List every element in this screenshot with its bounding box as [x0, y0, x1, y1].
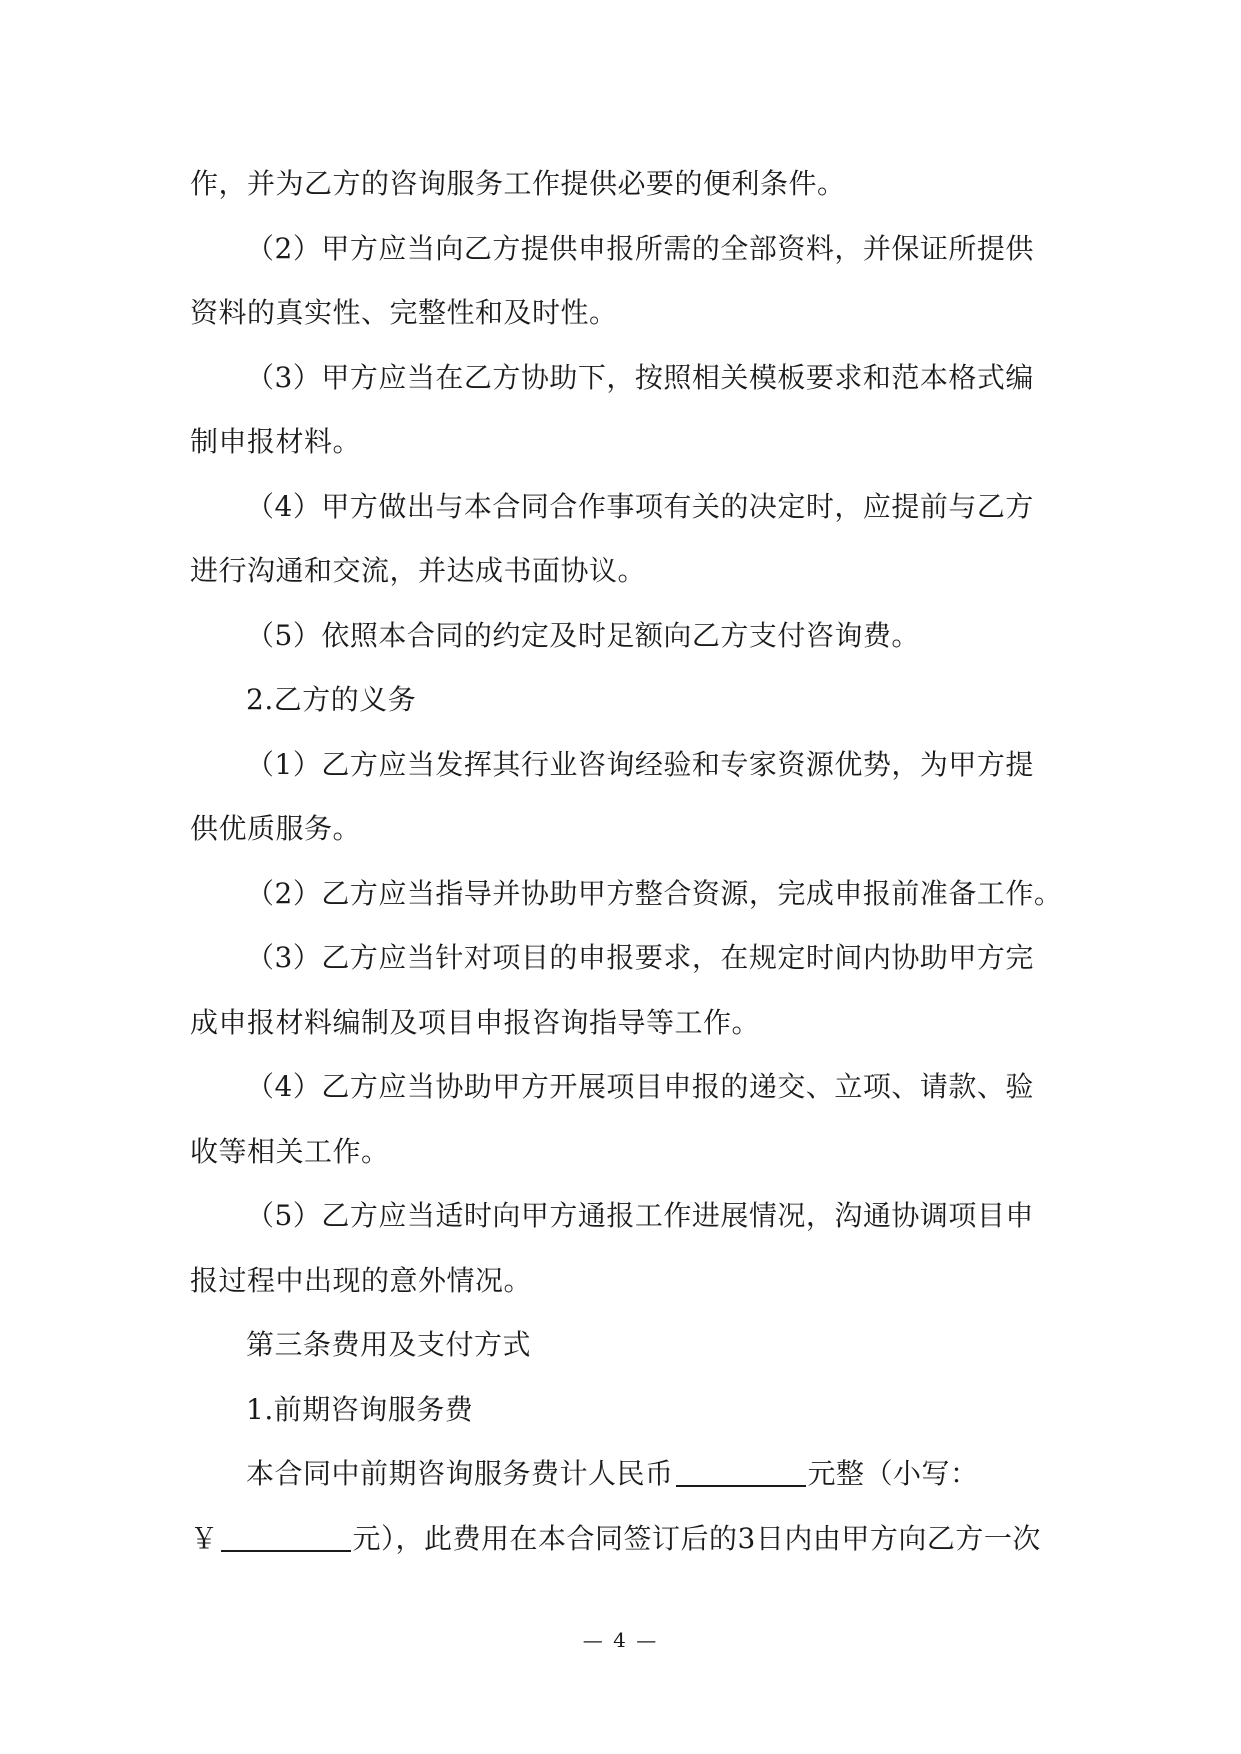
paragraph-line: （5）依照本合同的约定及时足额向乙方支付咨询费。: [246, 618, 920, 652]
fee-amount-small-blank: [221, 1522, 351, 1552]
fee-text-before: 本合同中前期咨询服务费计人民币: [246, 1457, 674, 1490]
paragraph-line: 供优质服务。: [190, 812, 362, 845]
paragraph-line: （4）乙方应当协助甲方开展项目申报的递交、立项、请款、验: [246, 1070, 1034, 1103]
paragraph-line: （4）甲方做出与本合同合作事项有关的决定时，应提前与乙方: [246, 489, 1034, 523]
section-heading: 2.乙方的义务: [246, 683, 417, 716]
paragraph-line: 进行沟通和交流，并达成书面协议。: [190, 554, 647, 587]
paragraph-line: 报过程中出现的意外情况。: [190, 1263, 533, 1297]
paragraph-line: 作，并为乙方的咨询服务工作提供必要的便利条件。: [190, 167, 846, 200]
page-number: — 4 —: [582, 1628, 659, 1652]
section-heading: 1.前期咨询服务费: [246, 1392, 474, 1426]
paragraph-line: 制申报材料。: [190, 425, 362, 458]
article-heading: 第三条费用及支付方式: [246, 1328, 532, 1361]
fee-line: [190, 1442, 1060, 1507]
fee-amount-blank: [676, 1457, 806, 1487]
yuan-symbol: ￥: [190, 1521, 219, 1555]
paragraph-line: （5）乙方应当适时向甲方通报工作进展情况，沟通协调项目申: [246, 1199, 1034, 1232]
fee-line-continued: [190, 1507, 1060, 1572]
document-body: [190, 152, 1063, 1571]
paragraph-line: （3）乙方应当针对项目的申报要求，在规定时间内协助甲方完: [246, 941, 1034, 974]
paragraph-line: 收等相关工作。: [190, 1134, 390, 1168]
paragraph-line: （1）乙方应当发挥其行业咨询经验和专家资源优势，为甲方提: [246, 747, 1034, 781]
fee-text-continued: 元），此费用在本合同签订后的3日内由甲方向乙方一次: [352, 1521, 1041, 1555]
fee-text-after: 元整（小写：: [807, 1457, 979, 1490]
paragraph-line: （3）甲方应当在乙方协助下，按照相关模板要求和范本格式编: [246, 360, 1034, 394]
paragraph-line: 成申报材料编制及项目申报咨询指导等工作。: [190, 1005, 761, 1039]
paragraph-line: 资料的真实性、完整性和及时性。: [190, 296, 618, 329]
paragraph-line: （2）甲方应当向乙方提供申报所需的全部资料，并保证所提供: [246, 231, 1034, 265]
paragraph-line: （2）乙方应当指导并协助甲方整合资源，完成申报前准备工作。: [246, 876, 1063, 910]
